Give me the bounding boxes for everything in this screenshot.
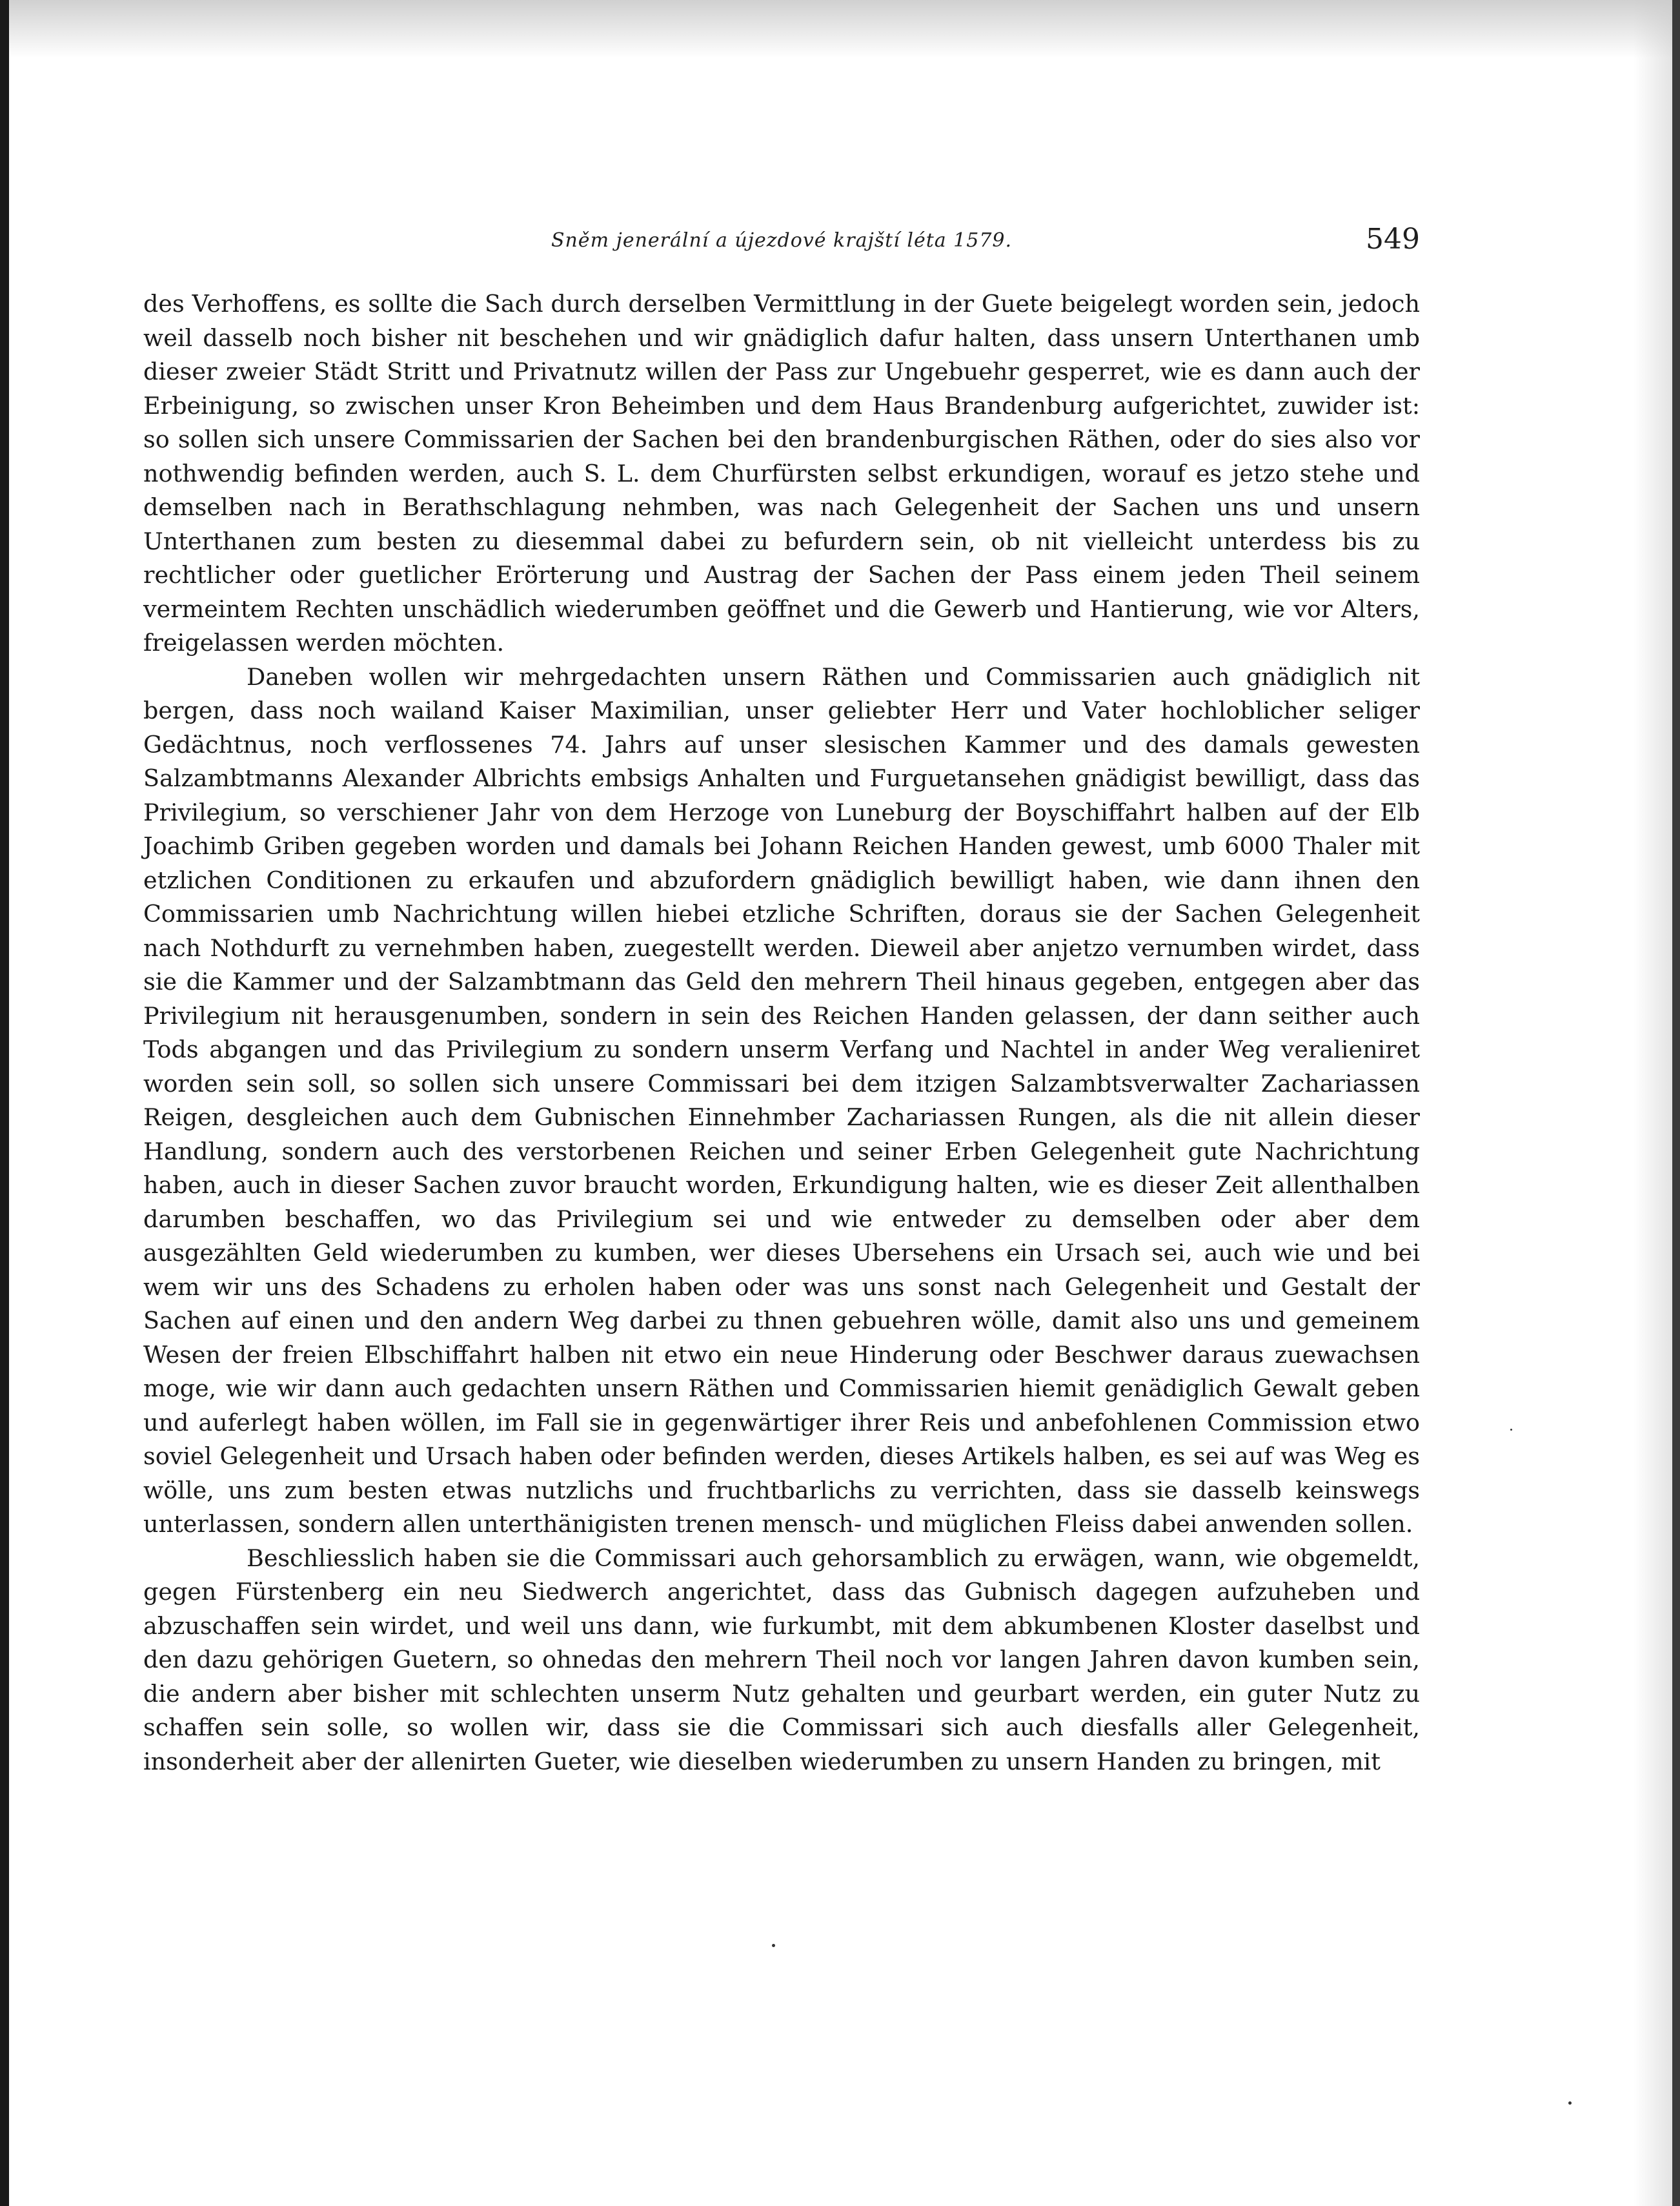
scan-left-border — [0, 0, 9, 2206]
scan-speck — [1568, 2101, 1572, 2105]
running-title: Sněm jenerální a újezdové krajští léta 1579. — [551, 229, 1013, 252]
scan-top-shadow — [0, 0, 1680, 58]
paragraph-3: Beschliesslich haben sie die Commissari auch gehorsamblich zu erwägen, wann, wie obgemeldt, gegen Fürstenberg ein neu Siedwerch angerichtet, dass das Gubnisch dagegen aufzuheben und abzuschaffen sein wirdet, und weil uns dann, wie furkumbt, mit dem abkumbenen Kloster daselbst und den dazu gehörigen Guetern, so ohnedas den mehrern Theil noch vor langen Jahren davon kumben sein, die andern aber bisher mit schlechten unserm Nutz gehalten und geurbart werden, ein guter Nutz zu schaffen sein solle, so wollen wir, dass sie die Commissari sich auch diesfalls aller Gelegenheit, insonderheit aber der allenirten Gueter, wie dieselben wiederumben zu unsern Handen zu bringen, mit — [143, 1544, 1420, 1775]
scan-speck — [1510, 1429, 1512, 1431]
paragraph-1: des Verhoffens, es sollte die Sach durch derselben Vermittlung in der Guete beigelegt worden sein, jedoch weil dasselb noch bisher nit beschehen und wir gnädiglich dafur halten, dass unsern Unterthanen umb dieser zweier Städt Stritt und Privatnutz willen der Pass zur Ungebuehr gesperret, wie es dann auch der Erbeinigung, so zwischen unser Kron Beheimben und dem Haus Brandenburg aufgerichtet, zuwider ist: so sollen sich unsere Commissarien der Sachen bei den brandenburgischen Räthen, oder do sies also vor nothwendig befinden werden, auch S. L. dem Churfürsten selbst erkundigen, worauf es jetzo stehe und demselben nach in Berathschlagung nehmben, was nach Gelegenheit der Sachen uns und unsern Unterthanen zum besten zu diesemmal dabei zu befurdern sein, ob nit vielleicht unterdess bis zu rechtlicher oder guetlicher Erörterung und Austrag der Sachen der Pass einem jeden Theil seinem vermeintem Rechten unschädlich wiederumben geöffnet und die Gewerb und Hantierung, wie vor Alters, freigelassen werden möchten. — [143, 290, 1420, 657]
page-header — [143, 223, 1420, 261]
scan-right-shadow — [1634, 0, 1672, 2206]
scan-speck — [772, 1944, 775, 1947]
page-number: 549 — [1366, 223, 1420, 256]
scan-right-border — [1672, 0, 1680, 2206]
body-text — [143, 287, 1420, 1779]
paragraph-2: Daneben wollen wir mehrgedachten unsern Räthen und Commissarien auch gnädiglich nit bergen, dass noch wailand Kaiser Maximilian, unser geliebter Herr und Vater hochloblicher seliger Gedächtnus, noch verflossenes 74. Jahrs auf unser slesischen Kammer und des damals gewesten Salzambtmanns Alexander Albrichts embsigs Anhalten und Furguetansehen gnädigist bewilligt, dass das Privilegium, so verschiener Jahr von dem Herzoge von Luneburg der Boyschiffahrt halben auf der Elb Joachimb Griben gegeben worden und damals bei Johann Reichen Handen gewest, umb 6000 Thaler mit etzlichen Conditionen zu erkaufen und abzufordern gnädiglich bewilligt haben, wie dann ihnen den Commissarien umb Nachrichtung willen hiebei etzliche Schriften, doraus sie der Sachen Gelegenheit nach Nothdurft zu vernehmben haben, zuegestellt werden. Dieweil aber anjetzo vernumben wirdet, dass sie die Kammer und der Salzambtmann das Geld den mehrern Theil hinaus gegeben, entgegen aber das Privilegium nit herausgenumben, sondern in sein des Reichen Handen gelassen, der dann seither auch Tods abgangen und das Privilegium zu sondern unserm Verfang und Nachtel in ander Weg veralieniret worden sein soll, so sollen sich unsere Commissari bei dem itzigen Salzambtsverwalter Zachariassen Reigen, desgleichen auch dem Gubnischen Einnehmber Zachariassen Rungen, als die nit allein dieser Handlung, sondern auch des verstorbenen Reichen und seiner Erben Gelegenheit gute Nachrichtung haben, auch in dieser Sachen zuvor braucht worden, Erkundigung halten, wie es dieser Zeit allenthalben darumben beschaffen, wo das Privilegium sei und wie entweder zu demselben oder aber dem ausgezählten Geld wiederumben zu kumben, wer dieses Ubersehens ein Ursach sei, auch wie und bei wem wir uns des Schadens zu erholen haben oder was uns sonst nach Gelegenheit und Gestalt der Sachen auf einen und den andern Weg darbei zu thnen gebuehren wölle, damit also uns und gemeinem Wesen der freien Elbschiffahrt halben nit etwo ein neue Hinderung oder Beschwer daraus zuewachsen moge, wie wir dann auch gedachten unsern Räthen und Commissarien hiemit genädiglich Gewalt geben und auferlegt haben wöllen, im Fall sie in gegenwärtiger ihrer Reis und anbefohlenen Commission etwo soviel Gelegenheit und Ursach haben oder befinden werden, dieses Artikels halben, es sei auf was Weg es wölle, uns zum besten etwas nutzlichs und fruchtbarlichs zu verrichten, dass sie dasselb keinswegs unterlassen, sondern allen unterthänigisten trenen mensch- und müglichen Fleiss dabei anwenden sollen. — [143, 662, 1420, 1538]
